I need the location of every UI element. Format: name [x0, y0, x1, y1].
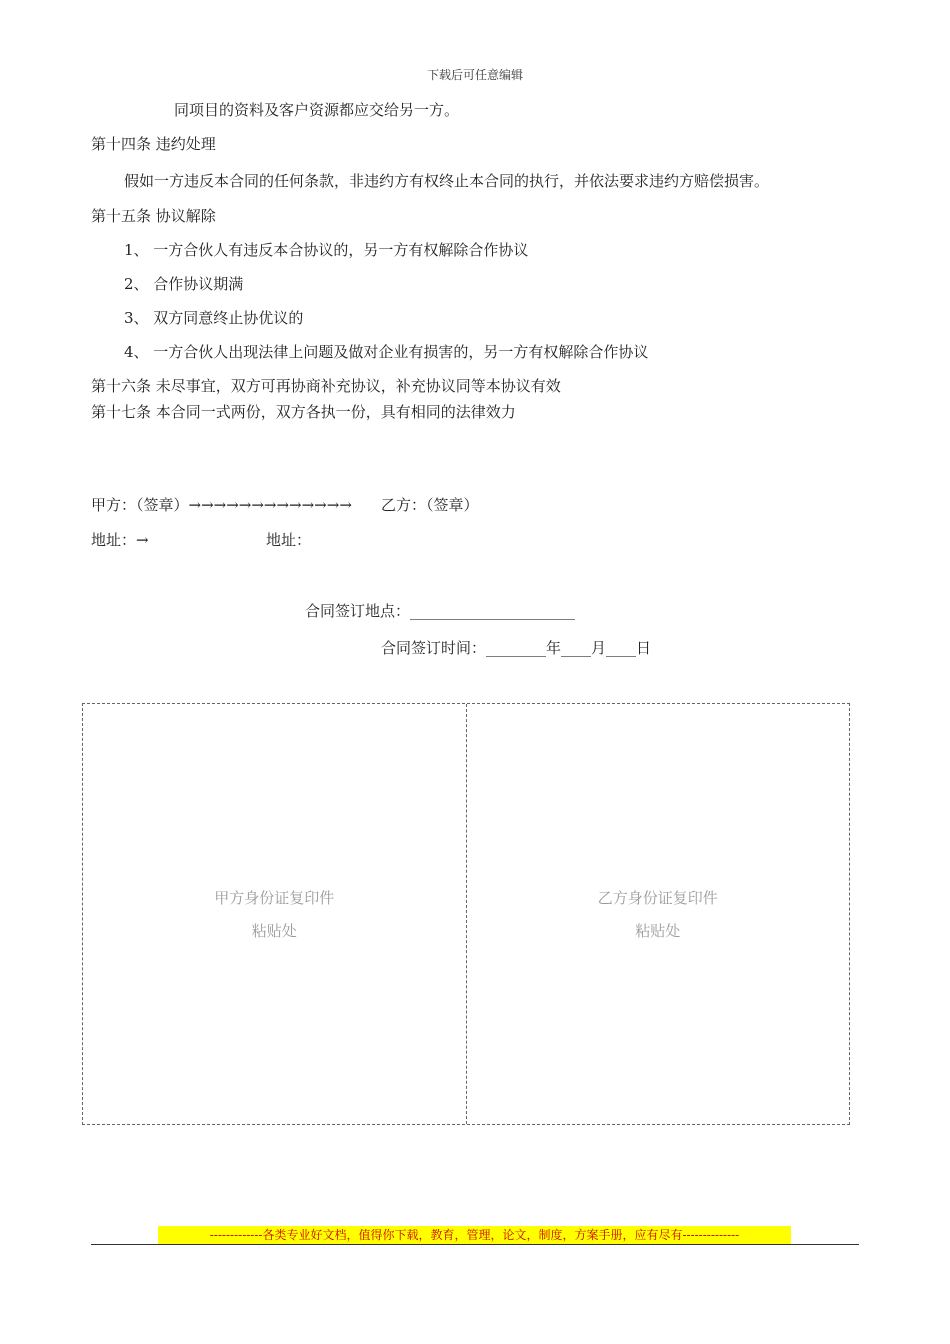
- article-15-title: 第十五条 协议解除: [91, 207, 216, 225]
- party-b-address: 地址：: [266, 531, 312, 549]
- party-b-signature: 乙方：（签章）: [381, 496, 479, 514]
- article-14-title: 第十四条 违约处理: [91, 135, 216, 153]
- article-16: 第十六条 未尽事宜，双方可再协商补充协议，补充协议同等本协议有效: [91, 377, 561, 395]
- footer-divider: [91, 1244, 859, 1245]
- id-copy-area: [82, 703, 850, 1125]
- article-15-item: 2、 合作协议期满: [124, 275, 244, 293]
- party-b-id-title: 乙方身份证复印件: [597, 889, 718, 907]
- signing-place: 合同签订地点：______________________: [305, 602, 576, 620]
- party-a-signature: 甲方：（签章）→→→→→→→→→→→→→: [91, 496, 352, 514]
- continued-text: 同项目的资料及客户资源都应交给另一方。: [174, 101, 460, 119]
- party-a-id-box: [83, 704, 466, 1124]
- article-15-item: 3、 双方同意终止协优议的: [124, 309, 304, 327]
- article-17: 第十七条 本合同一式两份，双方各执一份，具有相同的法律效力: [91, 403, 516, 421]
- party-a-id-subtitle: 粘贴处: [251, 922, 297, 940]
- party-a-id-label: [83, 882, 466, 948]
- footer-banner: -------------各类专业好文档，值得你下载，教育，管理，论文，制度，方案手册，应有尽有--------------: [158, 1226, 791, 1244]
- article-15-item: 1、 一方合伙人有违反本合协议的，另一方有权解除合作协议: [124, 241, 529, 259]
- party-a-address: 地址：→: [91, 531, 149, 549]
- article-14-body: 假如一方违反本合同的任何条款，非违约方有权终止本合同的执行，并依法要求违约方赔偿损害。: [124, 172, 770, 190]
- party-a-id-title: 甲方身份证复印件: [214, 889, 335, 907]
- signing-date: 合同签订时间：________年____月____日: [381, 639, 652, 657]
- article-15-item: 4、 一方合伙人出现法律上问题及做对企业有损害的，另一方有权解除合作协议: [124, 343, 649, 361]
- header-note: 下载后可任意编辑: [426, 68, 523, 82]
- party-b-id-label: [467, 882, 850, 948]
- party-b-id-box: [466, 704, 850, 1124]
- party-b-id-subtitle: 粘贴处: [635, 922, 681, 940]
